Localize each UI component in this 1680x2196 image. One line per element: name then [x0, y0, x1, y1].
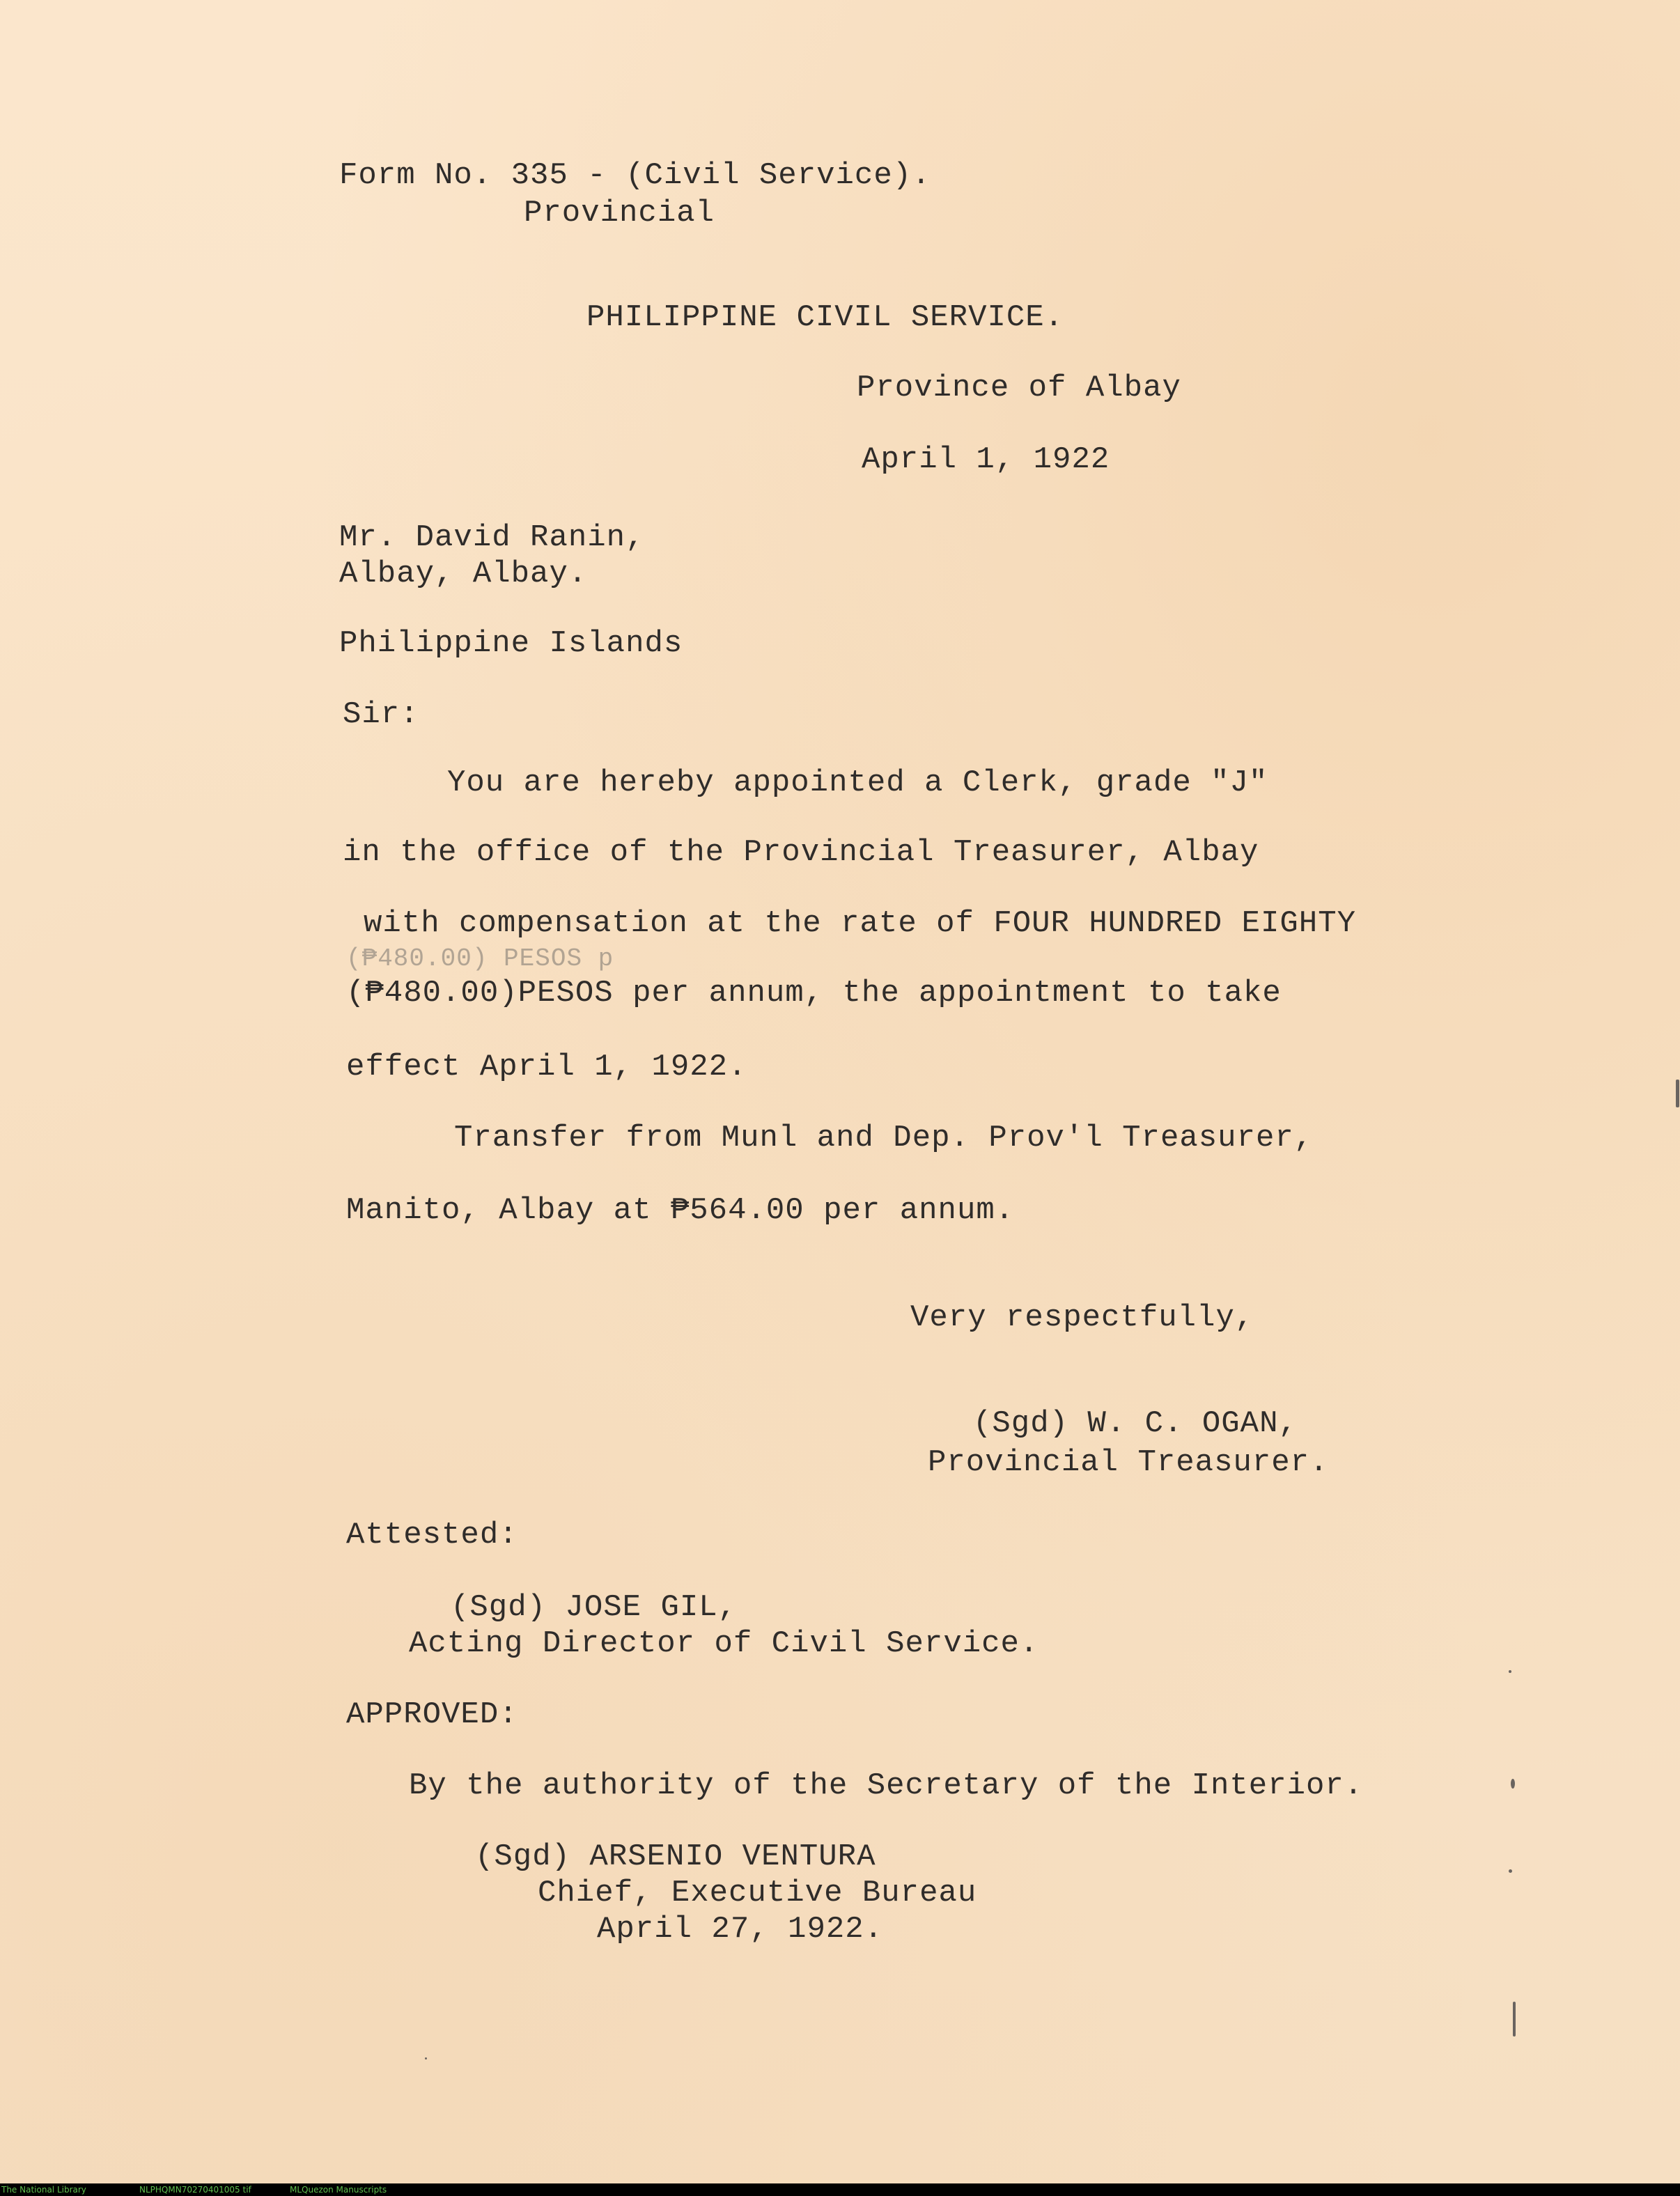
- place-line: Province of Albay: [857, 371, 1181, 405]
- body-line-1: You are hereby appointed a Clerk, grade "J": [447, 765, 1268, 800]
- approval-date: April 27, 1922.: [597, 1912, 884, 1947]
- ink-speck: [1509, 1869, 1512, 1873]
- approver-title: Chief, Executive Bureau: [538, 1876, 977, 1910]
- body-line-3: with compensation at the rate of FOUR HUNDRED EIGHTY: [364, 906, 1357, 941]
- attester-title: Acting Director of Civil Service.: [409, 1626, 1039, 1661]
- footer-bar: [0, 2183, 1680, 2196]
- ink-speck: [1513, 2002, 1516, 2037]
- ink-speck: [425, 2057, 427, 2059]
- footer-file-id: NLPHQMN70270401005 tif: [139, 2185, 251, 2195]
- form-type: Provincial: [524, 196, 715, 231]
- attester-name: (Sgd) JOSE GIL,: [451, 1590, 738, 1625]
- approver-name: (Sgd) ARSENIO VENTURA: [475, 1839, 876, 1874]
- authority-line: By the authority of the Secretary of the Interior.: [409, 1768, 1364, 1803]
- attested-label: Attested:: [346, 1518, 518, 1552]
- signer-name: (Sgd) W. C. OGAN,: [973, 1406, 1298, 1441]
- body-line-6: Transfer from Munl and Dep. Prov'l Treasurer,: [454, 1121, 1314, 1155]
- closing: Very respectfully,: [910, 1300, 1254, 1335]
- addressee-country: Philippine Islands: [339, 626, 683, 661]
- addressee-city: Albay, Albay.: [339, 556, 588, 591]
- signer-title: Provincial Treasurer.: [928, 1445, 1329, 1480]
- ink-speck: [1509, 1670, 1511, 1673]
- body-line-5: effect April 1, 1922.: [346, 1050, 747, 1084]
- ink-speck: [1676, 1080, 1679, 1107]
- salutation: Sir:: [343, 697, 419, 732]
- form-number: Form No. 335 - (Civil Service).: [339, 158, 931, 193]
- body-line-7: Manito, Albay at ₱564.00 per annum.: [346, 1193, 1015, 1228]
- footer-library: The National Library: [1, 2185, 86, 2195]
- document-heading: PHILIPPINE CIVIL SERVICE.: [586, 300, 1064, 335]
- addressee-name: Mr. David Ranin,: [339, 520, 645, 555]
- date-line: April 1, 1922: [862, 442, 1110, 477]
- struck-through-text: (₱480.00) PESOS p: [346, 944, 614, 973]
- body-line-4: (₱480.00)PESOS per annum, the appointment to take: [346, 976, 1282, 1011]
- approved-label: APPROVED:: [346, 1697, 518, 1732]
- ink-speck: [1511, 1779, 1515, 1789]
- body-line-2: in the office of the Provincial Treasurer, Albay: [343, 835, 1259, 870]
- footer-collection: MLQuezon Manuscripts: [290, 2185, 387, 2195]
